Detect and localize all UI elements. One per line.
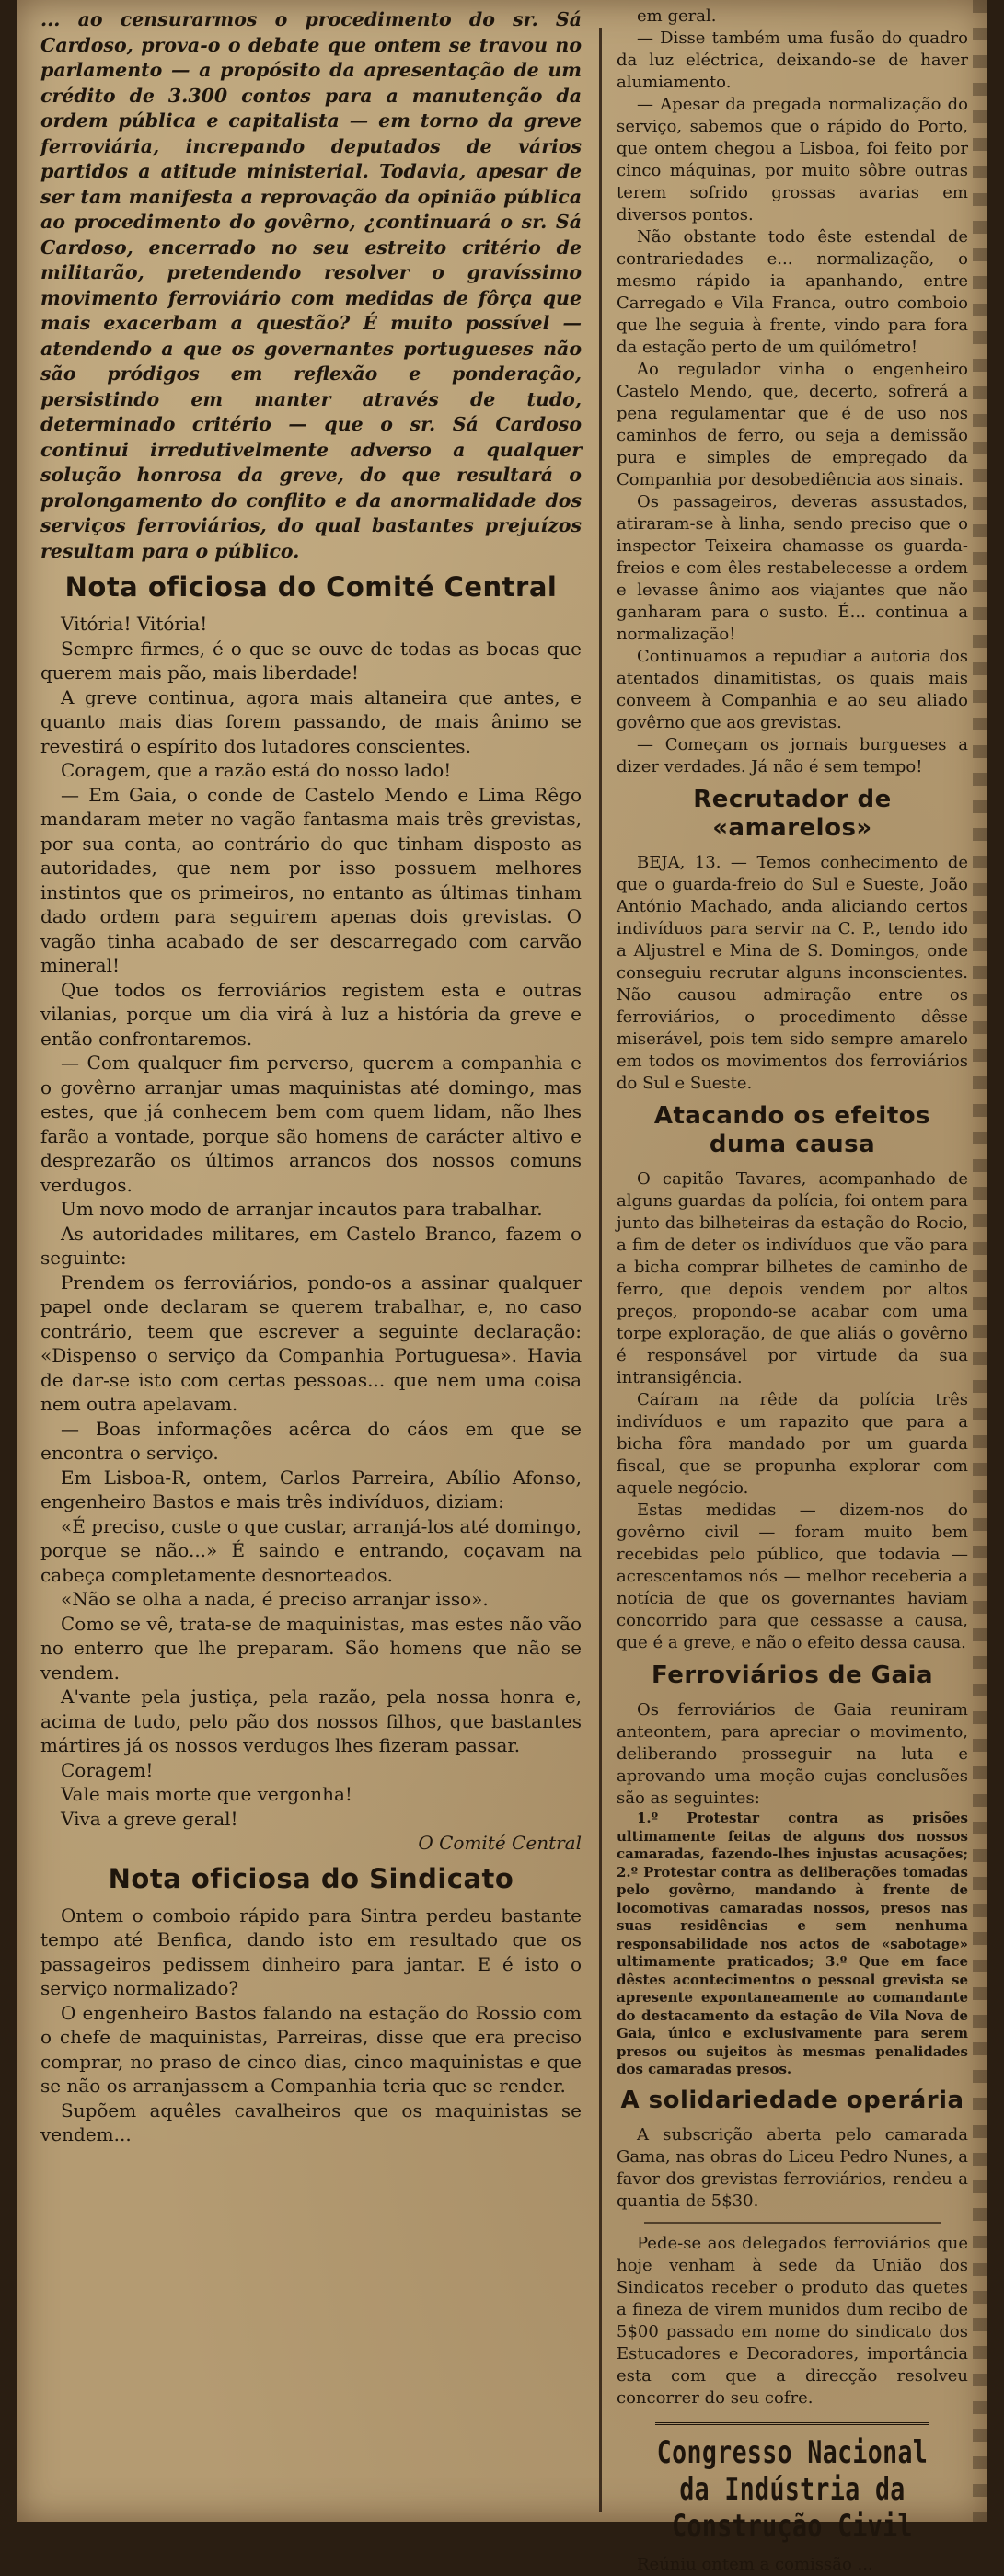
- comite-paragraph: — Com qualquer fim perverso, querem a companhia e o govêrno arranjar umas maquinistas até domingo, mas estes, que já conhecem bem com quem lidam, não lhes farão a vontade, porque são homens de carácter altivo e desprezarão os últimos arrancos dos nossos comuns verdugos.: [40, 1052, 582, 1196]
- sindicato-paragraph: Supõem aquêles cavalheiros que os maquinistas se vendem...: [40, 2099, 582, 2145]
- comite-paragraph: Viva a greve geral!: [61, 1807, 238, 1830]
- congresso-paragraph: Reúniu ontem a comissão ...: [637, 2554, 873, 2574]
- lead-paragraph: Os passageiros, deveras assustados, atiraram-se à linha, sendo preciso que o inspector Teixeira chamasse os guarda-freios e com êles restabelecesse a ordem e levasse ânimo aos viajantes que não ganharam para o susto. É... continua a normalização!: [617, 492, 968, 644]
- left-column: [29, 0, 591, 2522]
- gaia-paragraph: Os ferroviários de Gaia reuniram anteontem, para apreciar o movimento, deliberando prosseguir na luta e aprovando uma moção cujas conclusões são as seguintes:: [617, 1700, 968, 1808]
- comite-paragraph: Um novo modo de arranjar incautos para trabalhar.: [61, 1198, 543, 1220]
- lead-paragraph: — Disse também uma fusão do quadro da luz eléctrica, deixando-se de haver alumiamento.: [617, 29, 968, 92]
- solidariedade-paragraph: A subscrição aberta pelo camarada Gama, nas obras do Liceu Pedro Nunes, a favor dos grevistas ferroviários, rendeu a quantia de 5$30.: [617, 2124, 968, 2211]
- recrutador-headline: Recrutador de «amarelos»: [693, 786, 892, 842]
- solidariedade-paragraph: Pede-se aos delegados ferroviários que hoje venham à sede da União dos Sindicatos receber o produto das quetes a fineza de virem munidos dum recibo de 5$00 passado em nome do sindicato dos Estucadores e Decoradores, importância esta com que a direcção resolveu concorrer do seu cofre.: [617, 2233, 968, 2408]
- comite-paragraph: «É preciso, custe o que custar, arranjá-los até domingo, porque se não...» É saindo e entrando, coçavam na cabeça completamente desnorteados.: [40, 1514, 582, 1586]
- recrutador-paragraph: BEJA, 13. — Temos conhecimento de que o guarda-freio do Sul e Sueste, João António Machado, anda aliciando certos indivíduos para servir na C. P., tendo ido a Aljustrel e Mina de S. Domingos, onde conseguiu recrutar alguns inconscientes. Não causou admiração entre os ferroviários, o procedimento dêsse miserável, pois tem sido sempre amarelo em todos os movimentos dos ferroviários do Sul e Sueste.: [617, 853, 968, 1093]
- comite-paragraph: A'vante pela justiça, pela razão, pela nossa honra e, acima de tudo, pelo pão dos nossos filhos, que bastantes mártires já os nossos verdugos lhes fizeram passar.: [40, 1685, 582, 1756]
- lead-paragraph: — Começam os jornais burgueses a dizer verdades. Já não é sem tempo!: [617, 735, 968, 776]
- gaia-conclusions: 1.º Protestar contra as prisões ultimamente feitas de alguns dos nossos camaradas, fazendo-lhes injustas acusações; 2.º Protestar contra as deliberações tomadas pelo govêrno, mandando à frente de locomotivas camaradas nossos, presos nas suas residências e sem nenhuma responsabilidade nos actos de «sabotage» ultimamente praticados; 3.º Que em face dêstes acontecimentos o pessoal grevista se apresente expontaneamente ao comandante do destacamento da estação de Vila Nova de Gaia, único e exclusivamente para serem presos ou sujeitos às mesmas penalidades dos camaradas presos.: [617, 1810, 968, 2077]
- column-divider: [599, 28, 602, 2512]
- right-column: [609, 0, 977, 2574]
- newspaper-page: [17, 0, 987, 2574]
- comite-signature: O Comité Central: [418, 1832, 582, 1854]
- comite-paragraph: Vitória! Vitória!: [61, 613, 208, 635]
- comite-headline: Nota oficiosa do Comité Central: [64, 571, 558, 603]
- comite-paragraph: Sempre firmes, é o que se ouve de todas as bocas que querem mais pão, mais liberdade!: [40, 637, 582, 684]
- comite-paragraph: Coragem, que a razão está do nosso lado!: [61, 759, 452, 781]
- comite-paragraph: Coragem!: [61, 1758, 154, 1781]
- atacando-paragraph: O capitão Tavares, acompanhado de alguns guardas da polícia, foi ontem para junto das bilheteiras da estação do Rocio, a fim de deter os indivíduos que vão para a bicha comprar bilhetes de caminho de ferro, que depois vendem por altos preços, propondo-se acabar com uma torpe exploração, de que aliás o govêrno é responsável por virtude da sua intransigência.: [617, 1169, 968, 1387]
- section-separator: [644, 2222, 941, 2224]
- comite-paragraph: Em Lisboa-R, ontem, Carlos Parreira, Abílio Afonso, engenheiro Bastos e mais três indivíduos, diziam:: [40, 1466, 582, 1512]
- comite-paragraph: As autoridades militares, em Castelo Branco, fazem o seguinte:: [40, 1222, 582, 1269]
- sindicato-headline: Nota oficiosa do Sindicato: [108, 1862, 514, 1894]
- comite-paragraph: «Não se olha a nada, é preciso arranjar isso».: [61, 1588, 489, 1610]
- comite-paragraph: — Boas informações acêrca do cáos em que se encontra o serviço.: [40, 1417, 582, 1464]
- lead-article-text: ... ao censurarmos o procedimento do sr. Sá Cardoso, prova-o o debate que ontem se travou no parlamento — a propósito da apresentação de um crédito de 3.300 contos para a manutenção da ordem pública e capitalista — em torno da greve ferroviária, increpando deputados de vários partidos a atitude ministerial. Todavia, apesar de ser tam manifesta a reprovação da opinião pública ao procedimento do govêrno, ¿continuará o sr. Sá Cardoso, encerrado no seu estreito critério de militarão, pretendendo resolver o gravíssimo movimento ferroviário com medidas de fôrça que mais exacerbam a questão? É muito possível — atendendo a que os governantes portugueses não são pródigos em reflexão e ponderação, persistindo em manter através de tudo, determinado critério — que o sr. Sá Cardoso continui irredutivelmente adverso a qualquer solução honrosa da greve, do que resultará o prolongamento do conflito e da anormalidade dos serviços ferroviários, do qual bastantes prejuízos resultam para o público.: [40, 8, 582, 562]
- lead-paragraph: — Apesar da pregada normalização do serviço, sabemos que o rápido do Porto, que ontem chegou a Lisboa, foi feito por cinco máquinas, por muito sôbre outras terem sofrido grossas avarias em diversos pontos.: [617, 95, 968, 224]
- lead-paragraph: Não obstante todo êste estendal de contrariedades e... normalização, o mesmo rápido ia apanhando, entre Carregado e Vila Franca, outro comboio que lhe seguia à frente, vindo para fora da estação perto de um quilómetro!: [617, 227, 968, 357]
- sindicato-paragraph: O engenheiro Bastos falando na estação do Rossio com o chefe de maquinistas, Parreiras, disse que era preciso comprar, no praso de cinco dias, cinco maquinistas e que se não os arranjassem a Companhia teria que se render.: [40, 2001, 582, 2097]
- congresso-headline: Congresso Nacional da Indústria da Construção Civil: [655, 2422, 929, 2545]
- comite-paragraph: Como se vê, trata-se de maquinistas, mas estes não vão no enterro que lhe preparam. São homens que não se vendem.: [40, 1612, 582, 1684]
- comite-paragraph: Que todos os ferroviários registem esta e outras vilanias, porque um dia virá à luz a história da greve e então confrontaremos.: [40, 978, 582, 1050]
- atacando-paragraph: Caíram na rêde da polícia três indivíduos e um rapazito que para a bicha fôra mandado por um guarda fiscal, que se propunha explorar com aquele negócio.: [617, 1390, 968, 1498]
- gaia-headline: Ferroviários de Gaia: [651, 1662, 934, 1689]
- torn-edge: [973, 0, 989, 2522]
- sindicato-paragraph: Ontem o comboio rápido para Sintra perdeu bastante tempo até Benfica, dando isto em resultado que os passageiros pedissem dinheiro para jantar. E é isto o serviço normalizado?: [40, 1903, 582, 1999]
- comite-paragraph: Prendem os ferroviários, pondo-os a assinar qualquer papel onde declaram se querem trabalhar, e, no caso contrário, teem que escrever a seguinte declaração: «Dispenso o serviço da Companhia Portuguesa». Havia de dar-se isto com certas pessoas... que nem uma coisa nem outra apelavam.: [40, 1271, 582, 1415]
- lead-paragraph: em geral.: [637, 6, 717, 26]
- solidariedade-headline: A solidariedade operária: [620, 2086, 964, 2114]
- lead-paragraph: Continuamos a repudiar a autoria dos atentados dinamitistas, os quais mais conveem à Companhia e ao seu aliado govêrno que aos grevistas.: [617, 647, 968, 732]
- comite-paragraph: A greve continua, agora mais altaneira que antes, e quanto mais dias forem passando, de mais ânimo se revestirá o espírito dos lutadores conscientes.: [40, 685, 582, 757]
- lead-paragraph: Ao regulador vinha o engenheiro Castelo Mendo, que, decerto, sofrerá a pena regulamentar que é de uso nos caminhos de ferro, ou seja a demissão pura e simples de empregado da Companhia por desobediência aos sinais.: [617, 360, 968, 489]
- comite-paragraph: Vale mais morte que vergonha!: [61, 1783, 352, 1805]
- atacando-headline: Atacando os efeitos duma causa: [653, 1102, 931, 1158]
- comite-paragraph: — Em Gaia, o conde de Castelo Mendo e Lima Rêgo mandaram meter no vagão fantasma mais três grevistas, por sua conta, ao contrário do que tinham disposto as autoridades, que nem por isso possuem melhores instintos que os primeiros, no entanto as últimas tinham dado ordem para seguirem apenas dois grevistas. O vagão tinha acabado de ser descarregado com carvão mineral!: [40, 783, 582, 976]
- atacando-paragraph: Estas medidas — dizem-nos do govêrno civil — foram muito bem recebidas pelo público, que todavia — acrescentamos nós — melhor receberia a notícia de que os governantes haviam concorrido para que cessasse a causa, que é a greve, e não o efeito dessa causa.: [617, 1501, 968, 1652]
